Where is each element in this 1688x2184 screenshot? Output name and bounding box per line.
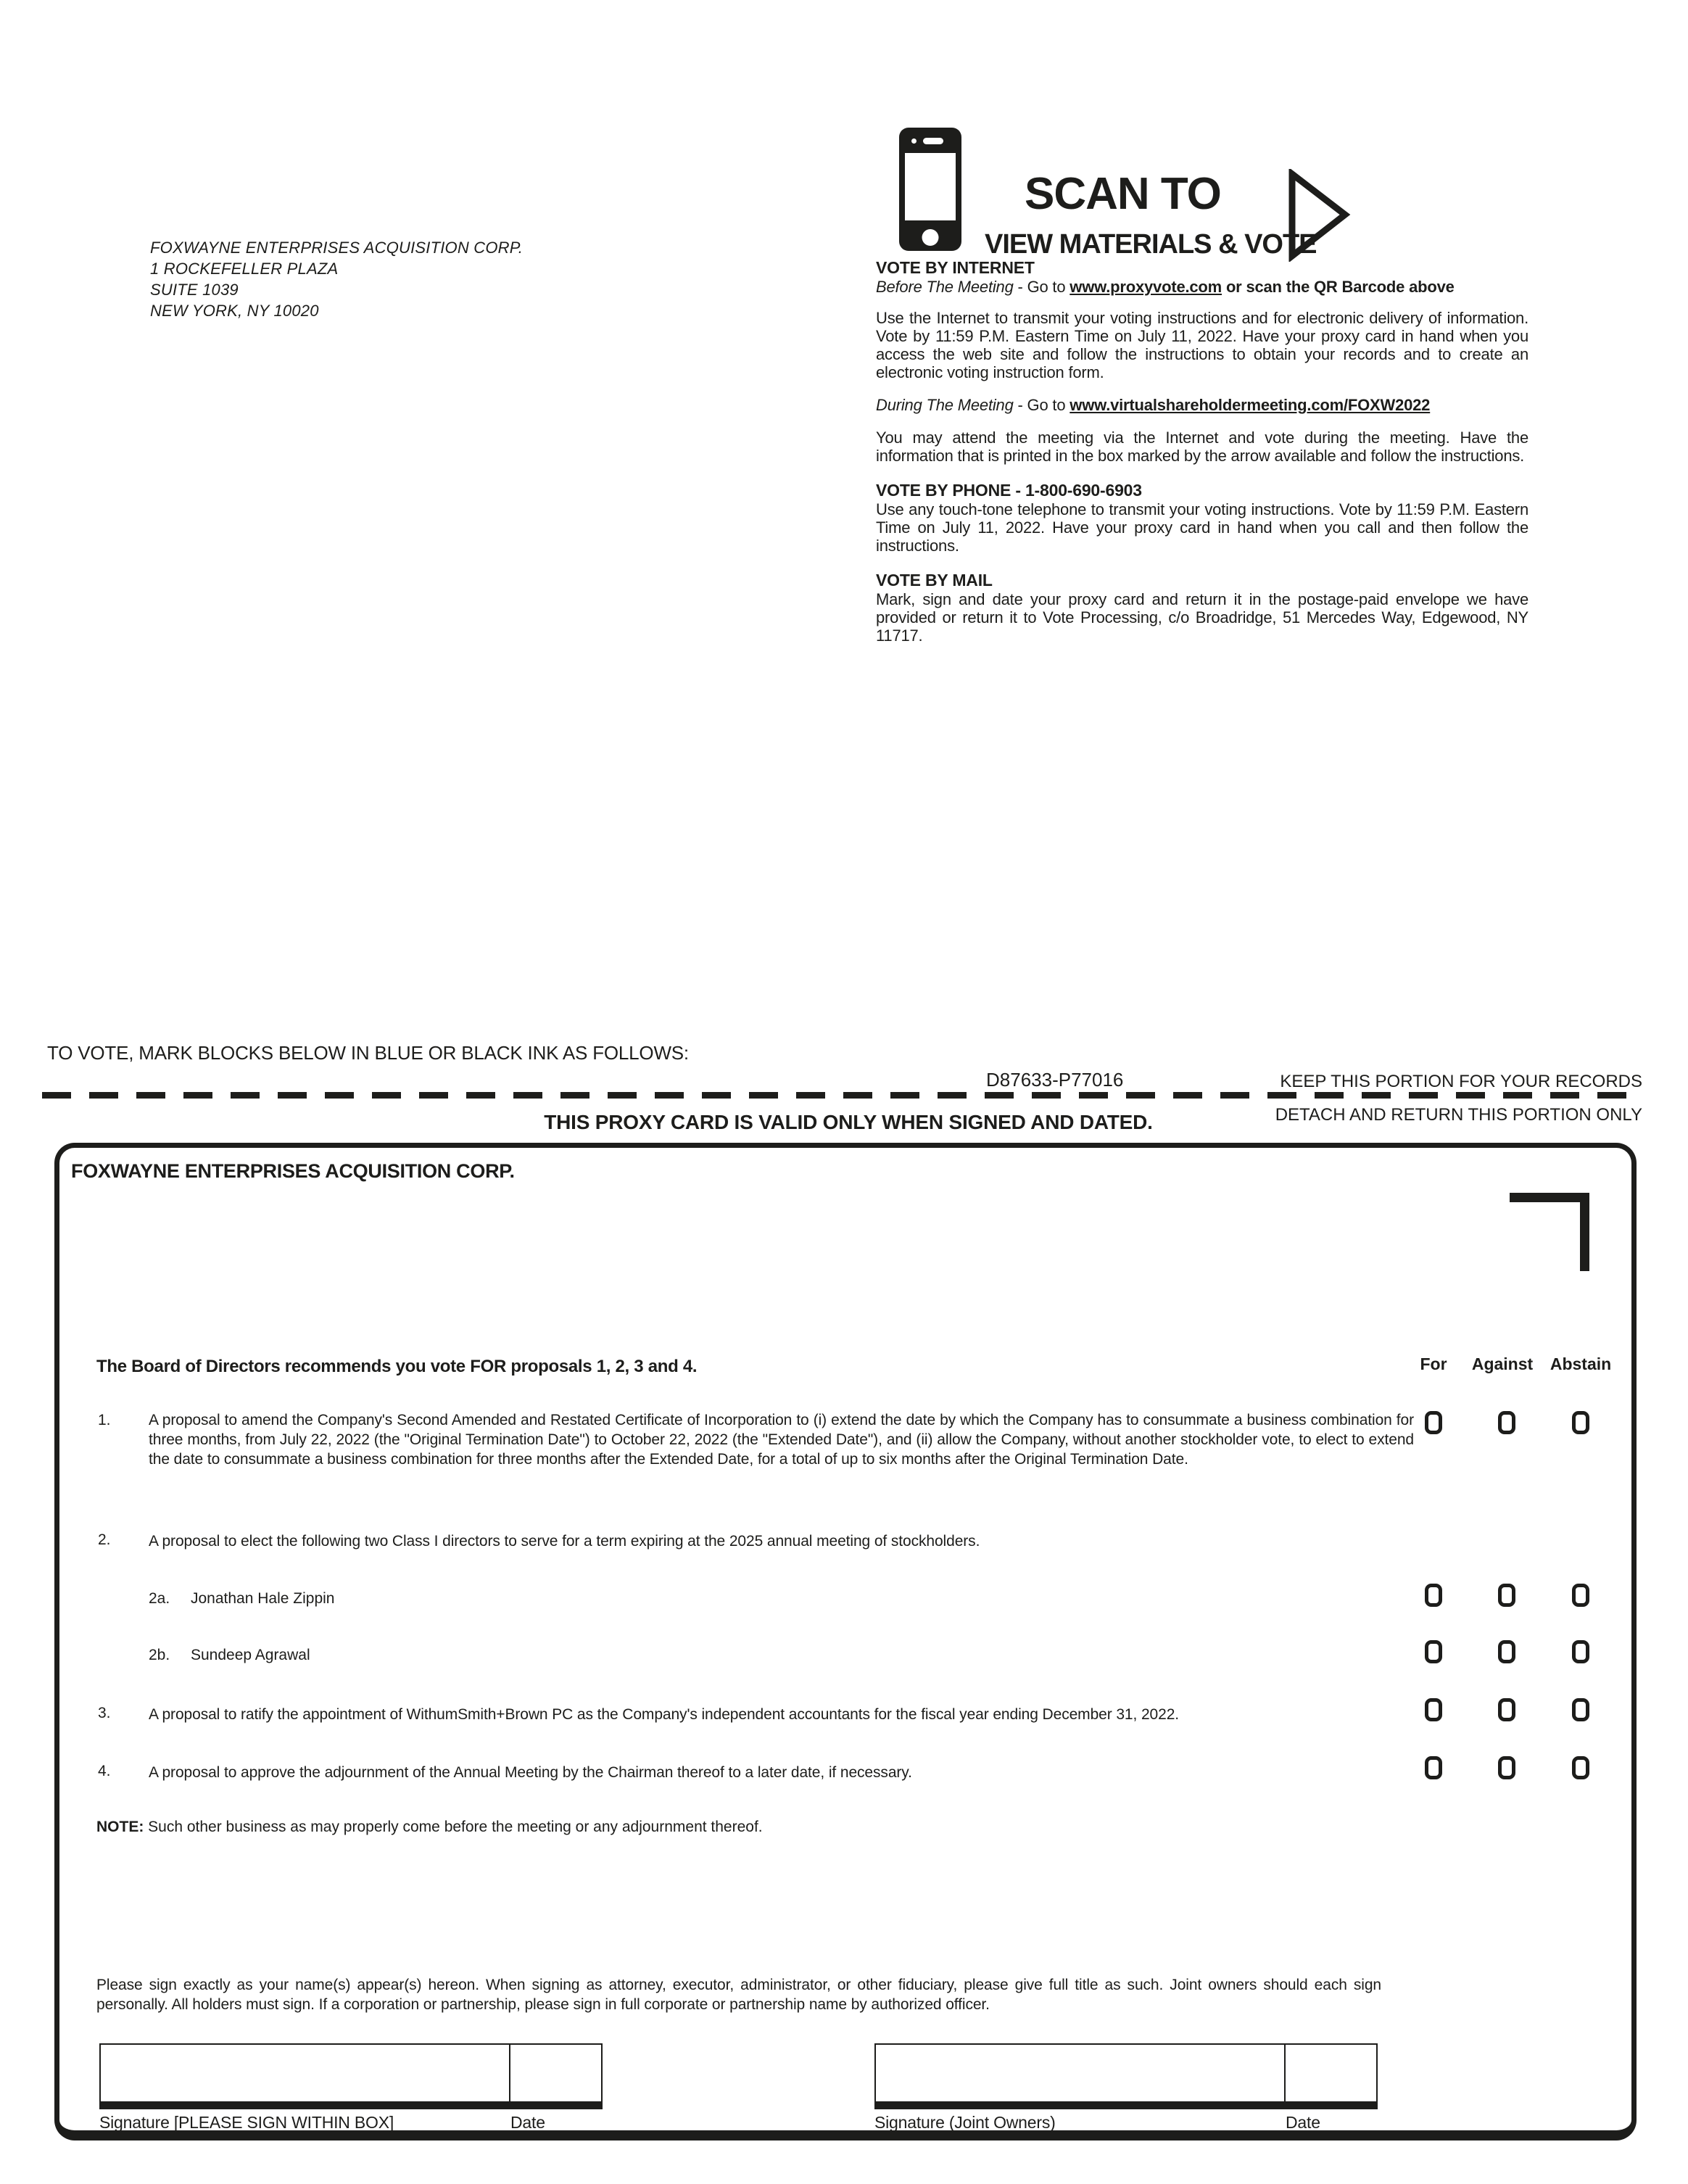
virtual-meeting-link[interactable]: www.virtualshareholdermeeting.com/FOXW2022 [1070,396,1431,414]
signature-instructions: Please sign exactly as your name(s) appear(s) hereon. When signing as attorney, executor, administrator, or other fiduciary, please give full title as such. Joint owners should each sign personally. All holders must sign. If a corporation or partnership, please sign in full corporate or partnership name by authorized officer. [96,1977,1381,2013]
checkbox-p2b-for[interactable] [1425,1640,1442,1663]
checkbox-p2b-abstain[interactable] [1572,1640,1589,1663]
checkbox-p2a-abstain[interactable] [1572,1584,1589,1607]
checkbox-p2b-against[interactable] [1498,1640,1515,1663]
date-label: Date [510,2113,545,2132]
signature-input-box[interactable] [99,2043,603,2109]
nominee-number: 2b. [149,1647,170,1663]
phone-screen [905,153,956,220]
sender-street: 1 ROCKEFELLER PLAZA [150,260,339,278]
checkbox-p3-abstain[interactable] [1572,1698,1589,1721]
before-meeting-line [876,278,1528,296]
signature-label: Signature [PLEASE SIGN WITHIN BOX] [99,2113,394,2132]
sender-address-block [150,237,523,321]
phone-home-button-icon [922,229,939,246]
sender-company: FOXWAYNE ENTERPRISES ACQUISITION CORP. [150,239,524,257]
checkbox-p2a-for[interactable] [1425,1584,1442,1607]
other-business-note [96,1819,763,1836]
signature-date-divider [1284,2045,1286,2107]
proposal-number: 1. [98,1412,111,1428]
signature-box-baseline [99,2101,603,2109]
card-company-title: FOXWAYNE ENTERPRISES ACQUISITION CORP. [71,1160,515,1182]
checkbox-p4-abstain[interactable] [1572,1756,1589,1779]
internet-instructions-paragraph: Use the Internet to transmit your voting instructions and for electronic delivery of information. Vote by 11:59 P.M. Eastern Time on July 11, 2022. Have your proxy card in hand when you access the web site and follow the instructions to obtain your records and to create an electronic voting instruction form. [876,309,1528,381]
phone-camera-dot-icon [911,138,917,144]
proxyvote-link[interactable]: www.proxyvote.com [1070,278,1222,296]
before-meeting-label: Before The Meeting [876,278,1014,296]
signature-date-divider [509,2045,510,2107]
scan-to-title: SCAN TO [1025,169,1221,219]
checkbox-p1-for[interactable] [1425,1411,1442,1434]
vote-by-mail-heading: VOTE BY MAIL [876,571,993,590]
nominee-number: 2a. [149,1590,170,1607]
joint-signature-input-box[interactable] [874,2043,1378,2109]
checkbox-p3-against[interactable] [1498,1698,1515,1721]
board-recommendation: The Board of Directors recommends you vote FOR proposals 1, 2, 3 and 4. [96,1357,698,1376]
joint-signature-label: Signature (Joint Owners) [874,2113,1056,2132]
sender-city: NEW YORK, NY 10020 [150,302,319,320]
checkbox-p1-abstain[interactable] [1572,1411,1589,1434]
proposal-number: 4. [98,1763,111,1779]
perforation-dashed-line [42,1092,1636,1099]
vote-by-phone-heading: VOTE BY PHONE - 1-800-690-6903 [876,481,1142,500]
proposal-number: 3. [98,1705,111,1721]
valid-when-signed-note: THIS PROXY CARD IS VALID ONLY WHEN SIGNED AND DATED. [544,1111,1153,1133]
attend-meeting-paragraph: You may attend the meeting via the Internet and vote during the meeting. Have the information that is printed in the box marked by the arrow available and follow the instructions. [876,429,1528,465]
checkbox-p4-against[interactable] [1498,1756,1515,1779]
before-meeting-tail: or scan the QR Barcode above [1222,278,1455,296]
checkbox-p4-for[interactable] [1425,1756,1442,1779]
nominee-2b-name: Sundeep Agrawal [191,1647,310,1663]
checkbox-p3-for[interactable] [1425,1698,1442,1721]
proposal-3-text: A proposal to ratify the appointment of WithumSmith+Brown PC as the Company's independent accountants for the fiscal year ending December 31, 2022. [149,1706,1180,1723]
column-header-abstain: Abstain [1550,1354,1612,1373]
control-number: D87633-P77016 [986,1069,1124,1091]
keep-portion-note: KEEP THIS PORTION FOR YOUR RECORDS [1280,1072,1642,1091]
voting-instructions-column [876,258,1528,645]
phone-instructions-paragraph: Use any touch-tone telephone to transmit your voting instructions. Vote by 11:59 P.M. Eastern Time on July 11, 2022. Have your proxy card in hand when you call and then follow the instructions. [876,500,1528,555]
mark-blocks-instruction: TO VOTE, MARK BLOCKS BELOW IN BLUE OR BLACK INK AS FOLLOWS: [47,1042,689,1064]
during-meeting-line [876,396,1528,414]
vote-by-internet-heading: VOTE BY INTERNET [876,258,1035,277]
proposal-1-text: A proposal to amend the Company's Second Amended and Restated Certificate of Incorporation to (i) extend the date by which the Company has to consummate a business combination for three months, from July 22, 2022 (the "Original Termination Date") to October 22, 2022 (the "Extended Date"), and (ii) allow the Company, without another stockholder vote, to elect to extend the date to consummate a business combination for three months after the Extended Date, for a total of up to six months after the Original Termination Date. [149,1412,1414,1468]
proposal-2-text: A proposal to elect the following two Class I directors to serve for a term expiring at the 2025 annual meeting of stockholders. [149,1533,980,1550]
proposal-4-text: A proposal to approve the adjournment of the Annual Meeting by the Chairman thereof to a later date, if necessary. [149,1764,912,1781]
mail-instructions-paragraph: Mark, sign and date your proxy card and return it in the postage-paid envelope we have provided or return it to Vote Processing, c/o Broadridge, 51 Mercedes Way, Edgewood, NY 11717. [876,590,1528,645]
note-label: NOTE: [96,1819,144,1835]
column-header-against: Against [1471,1354,1534,1373]
corner-trim-mark-icon [1510,1193,1589,1202]
signature-box-baseline [874,2101,1378,2109]
sender-suite: SUITE 1039 [150,281,239,299]
detach-portion-note: DETACH AND RETURN THIS PORTION ONLY [1275,1105,1642,1125]
checkbox-p2a-against[interactable] [1498,1584,1515,1607]
during-meeting-goto: - Go to [1013,396,1070,414]
before-meeting-goto: - Go to [1013,278,1070,296]
nominee-2a-name: Jonathan Hale Zippin [191,1590,335,1607]
proposal-number: 2. [98,1531,111,1548]
column-header-for: For [1420,1354,1447,1373]
note-text: Such other business as may properly come before the meeting or any adjournment thereof. [144,1819,763,1835]
checkbox-p1-against[interactable] [1498,1411,1515,1434]
date-label: Date [1286,2113,1320,2132]
smartphone-icon [899,128,961,251]
during-meeting-label: During The Meeting [876,396,1014,414]
corner-trim-mark-icon [1580,1193,1589,1271]
arrow-right-icon [1287,169,1351,262]
scan-to-subtitle: VIEW MATERIALS & VOTE [985,229,1317,260]
phone-speaker-slot-icon [923,138,943,144]
